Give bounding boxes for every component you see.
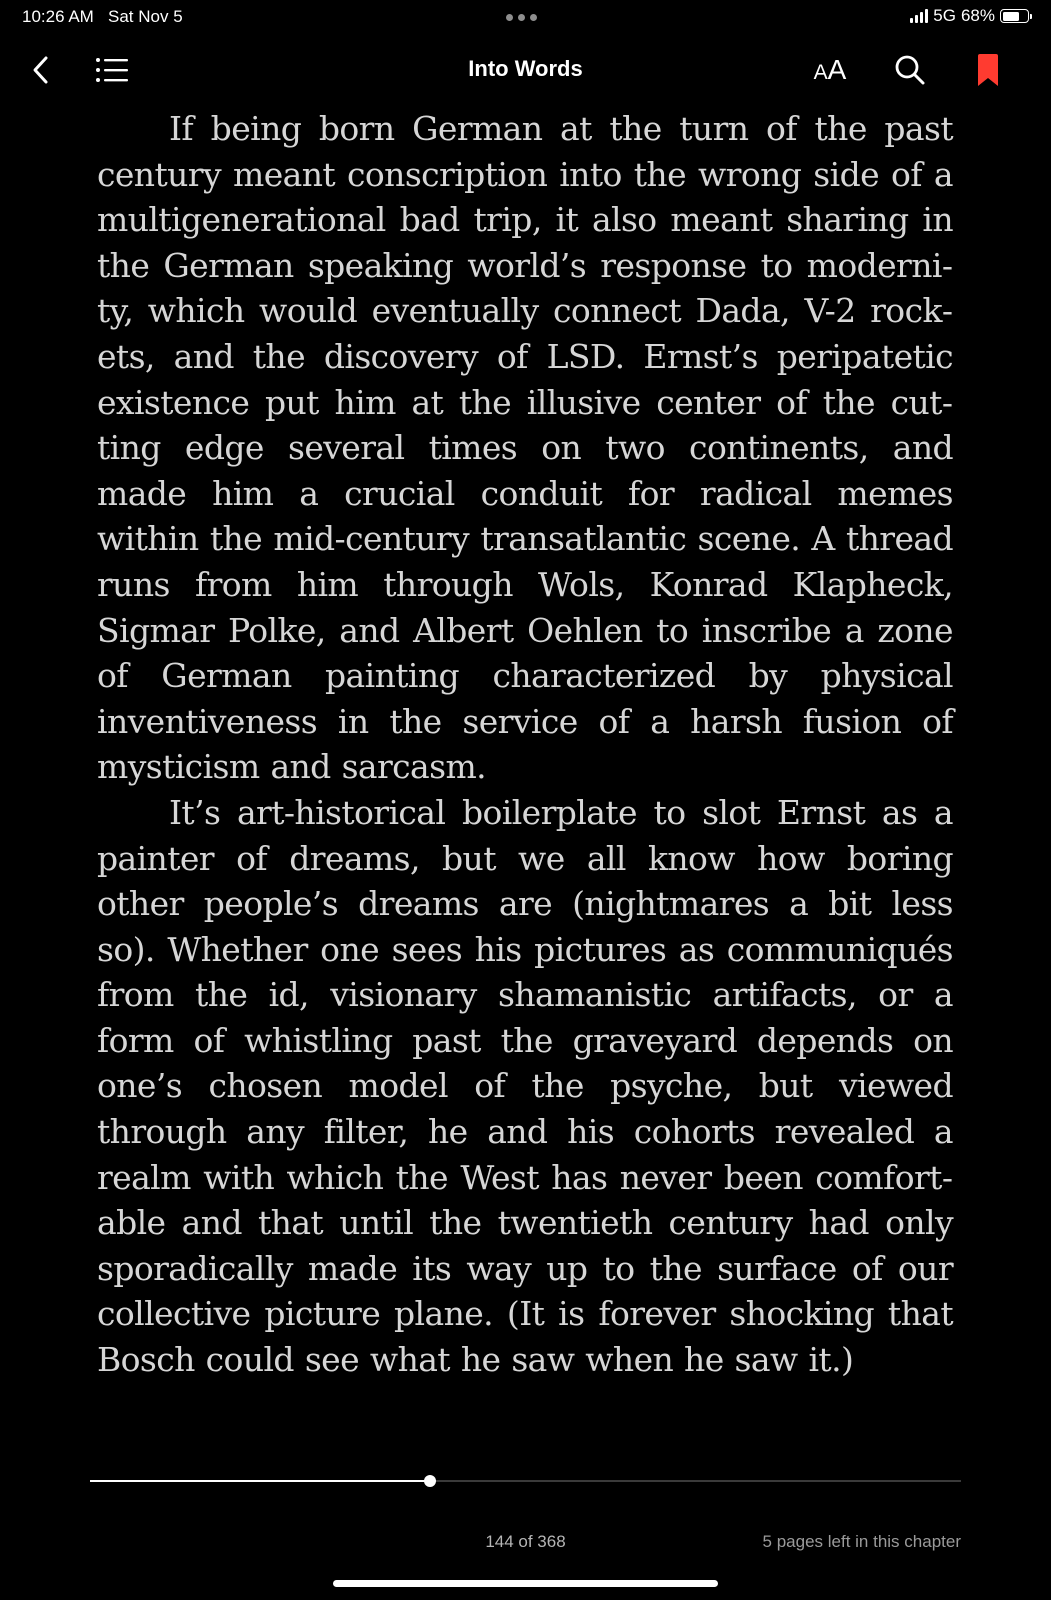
paragraph: If being born German at the turn of the past century meant conscription into the wrong side of a multigenerational bad trip, it also meant sharing in the German speaking world’s response to modernity, which would eventually connect Dada, V-2 rockets, and the discovery of LSD. Ernst’s peripatetic existence put him at the illusive center of the cutting edge several times on two continents, and made him a crucial conduit for radical memes within the mid-century transatlantic scene. A thread runs from him through Wols, Konrad Klapheck, Sigmar Polke, and Albert Oehlen to inscribe a zone of German painting characterized by physical inventiveness in the service of a harsh fusion of mysticism and sarcasm. [97, 109, 953, 787]
status-bar [0, 0, 1051, 34]
network-type: 5G [933, 6, 956, 25]
status-clock: 10:26 AM [22, 7, 94, 26]
battery-fill [1003, 12, 1019, 21]
page-scrubber[interactable] [90, 1472, 961, 1490]
paragraph: It’s art-historical boilerplate to slot Ernst as a painter of dreams, but we all know how boring other people’s dreams are (nightmares a bit less so). Whether one sees his pictures as communiqués from the id, visionary shamanistic artifacts, or a form of whistling past the graveyard depends on one’s chosen model of the psyche, but viewed through any filter, he and his cohorts revealed a realm with which the West has never been comfortable and that until the twentieth century had only sporadically made its way up to the surface of our collective picture plane. (It is forever shocking that Bosch could see what he saw when he saw it.) [97, 792, 953, 1380]
cellular-signal-icon [910, 9, 928, 23]
multitasking-dots-icon[interactable] [506, 14, 537, 21]
book-title: Into Words [468, 56, 583, 81]
page-number: 144 of 368 [485, 1532, 566, 1551]
page-text [97, 106, 953, 1383]
text-size-icon: A A [813, 54, 847, 85]
pages-left-in-chapter: 5 pages left in this chapter [762, 1532, 961, 1551]
home-indicator[interactable] [333, 1580, 718, 1587]
scrubber-thumb[interactable] [424, 1475, 436, 1487]
appearance-button[interactable] [806, 50, 854, 90]
bookmark-icon [977, 53, 999, 87]
status-date: Sat Nov 5 [108, 7, 183, 26]
bookmark-button[interactable] [966, 50, 1010, 90]
search-icon [894, 54, 926, 86]
reader-toolbar [0, 40, 1051, 100]
status-indicators [910, 6, 1029, 26]
status-time [22, 7, 183, 27]
scrubber-track-fill [90, 1480, 430, 1482]
battery-percent: 68% [960, 6, 995, 25]
battery-icon [1000, 9, 1029, 23]
search-button[interactable] [888, 50, 932, 90]
